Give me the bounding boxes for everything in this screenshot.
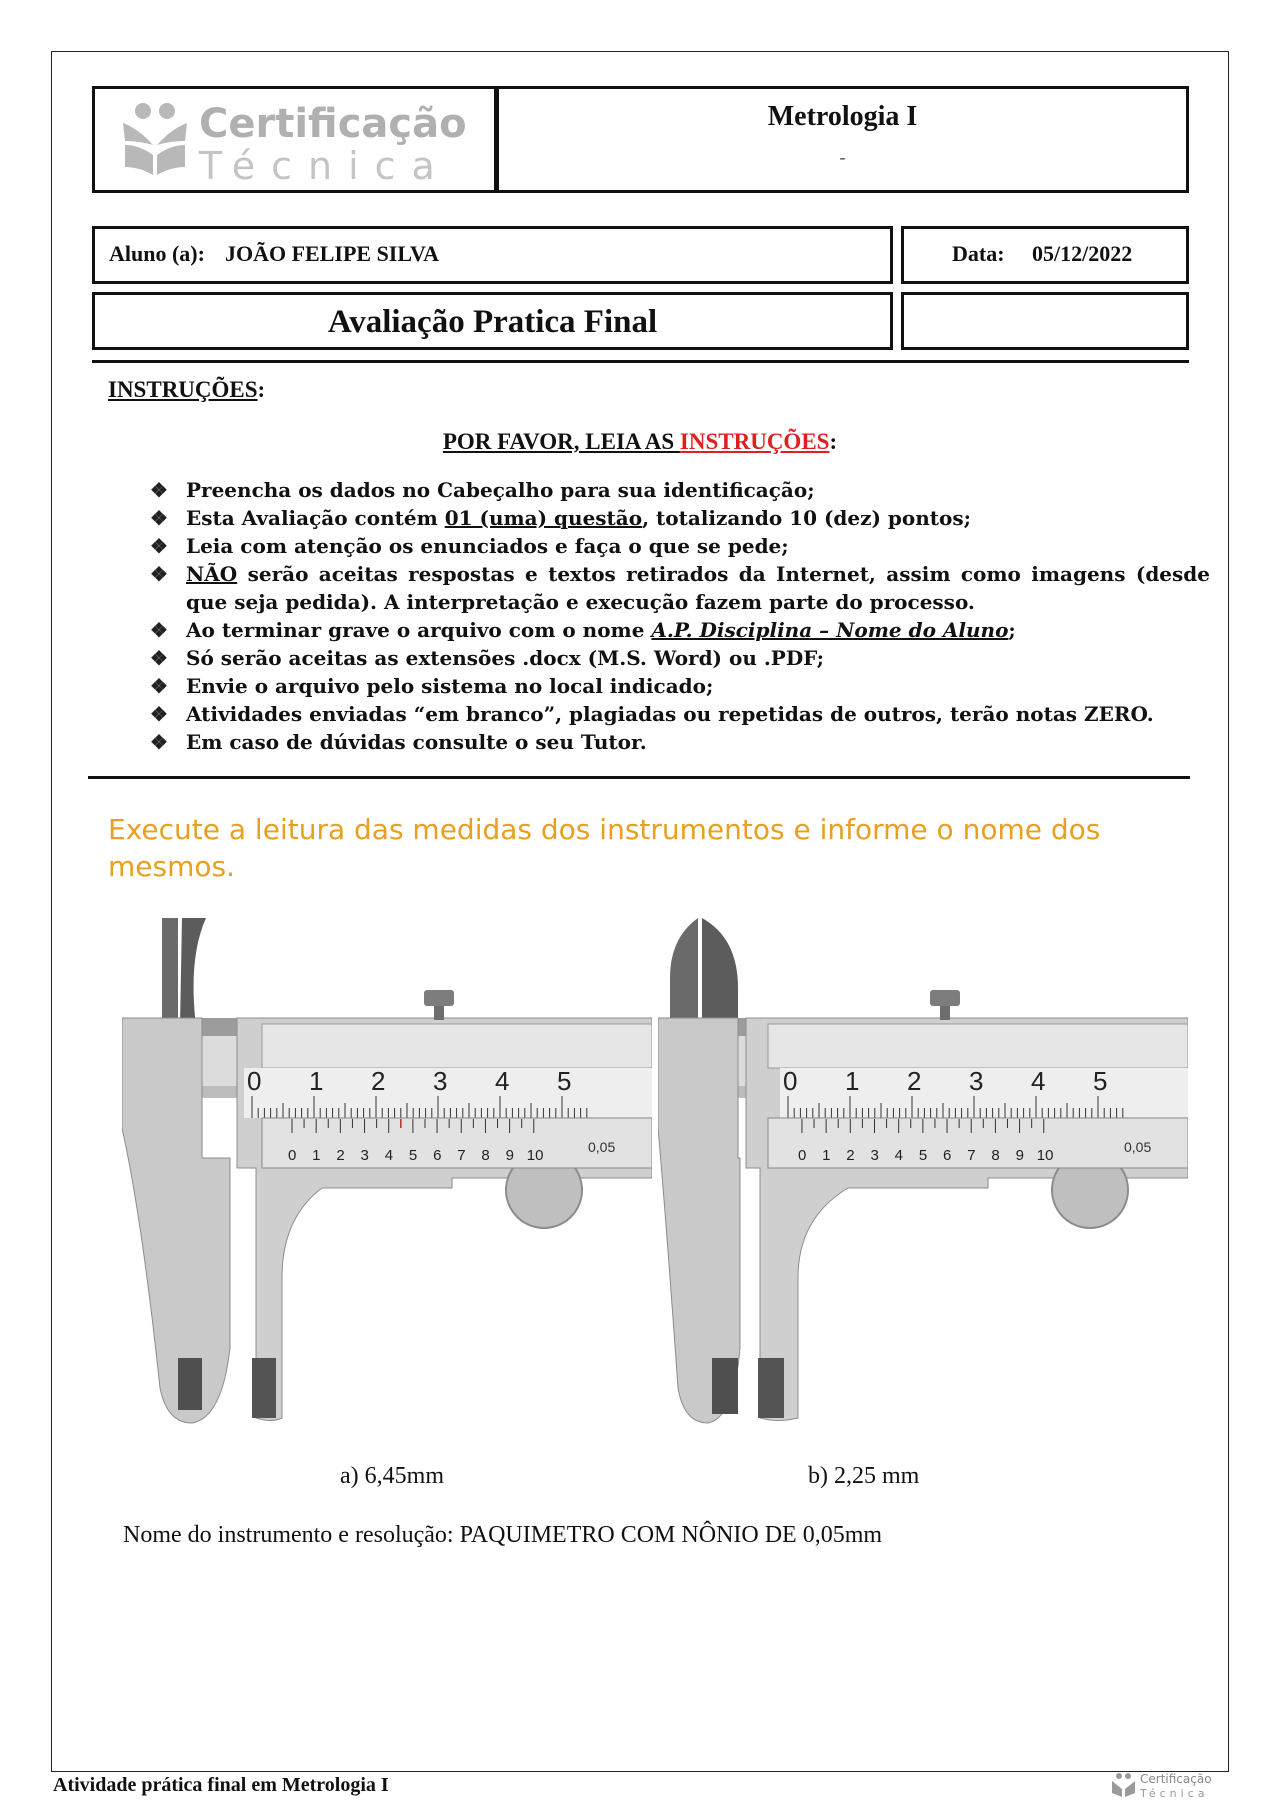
depth-bar-cover bbox=[768, 1024, 1188, 1068]
list-item bbox=[150, 644, 1210, 672]
sliding-jaw-tip bbox=[252, 1358, 276, 1418]
main-scale-label: 2 bbox=[371, 1066, 386, 1096]
vernier-scale-label: 5 bbox=[918, 1147, 928, 1164]
footer-logo bbox=[1110, 1767, 1230, 1801]
please-suffix: : bbox=[829, 429, 838, 454]
list-item bbox=[150, 728, 1210, 756]
instructions-heading bbox=[108, 377, 265, 403]
please-prefix: POR FAVOR, LEIA AS bbox=[442, 429, 680, 454]
list-item-emphasis: NÃO bbox=[186, 562, 238, 586]
fixed-jaw-tip bbox=[178, 1358, 202, 1410]
footer-text: Atividade prática final em Metrologia I bbox=[53, 1774, 389, 1796]
main-scale-face bbox=[244, 1068, 652, 1118]
list-item-text: serão aceitas respostas e textos retirados da Internet, assim como imagens (desde que seja pedida). A interpretação e execução fazem parte do processo. bbox=[186, 562, 1210, 614]
grade-box bbox=[901, 292, 1189, 350]
diamond-bullet-icon: ❖ bbox=[150, 478, 168, 502]
header-divider bbox=[92, 360, 1189, 363]
lock-screw-icon bbox=[930, 990, 960, 1006]
date-label: Data: bbox=[952, 241, 1005, 266]
course-subtitle: - bbox=[839, 147, 846, 167]
student-label: Aluno (a): bbox=[109, 241, 205, 266]
vernier-scale-label: 10 bbox=[526, 1147, 544, 1164]
main-scale-label: 4 bbox=[1031, 1066, 1046, 1096]
vernier-scale-label: 3 bbox=[870, 1147, 879, 1164]
fixed-jaw-tip bbox=[712, 1358, 738, 1414]
vernier-scale-label: 4 bbox=[894, 1147, 904, 1164]
answer-a: a) 6,45mm bbox=[340, 1463, 444, 1489]
diamond-bullet-icon: ❖ bbox=[150, 618, 168, 642]
list-item-text: Leia com atenção os enunciados e faça o que se pede; bbox=[186, 534, 789, 558]
instructions-list bbox=[150, 476, 1210, 756]
list-item-text: Envie o arquivo pelo sistema no local indicado; bbox=[186, 674, 714, 698]
lock-screw-icon bbox=[424, 990, 454, 1006]
diamond-bullet-icon: ❖ bbox=[150, 562, 168, 586]
lock-screw-stem bbox=[434, 1006, 444, 1020]
list-item-text: Ao terminar grave o arquivo com o nome bbox=[186, 618, 652, 642]
list-item-text: Em caso de dúvidas consulte o seu Tutor. bbox=[186, 730, 647, 754]
list-item bbox=[150, 616, 1210, 644]
date-value: 05/12/2022 bbox=[1032, 241, 1133, 266]
list-item-text: Atividades enviadas “em branco”, plagiadas ou repetidas de outros, terão notas ZERO. bbox=[186, 702, 1154, 726]
diamond-bullet-icon: ❖ bbox=[150, 674, 168, 698]
list-item-text: Preencha os dados no Cabeçalho para sua identificação; bbox=[186, 478, 815, 502]
main-scale-label: 1 bbox=[845, 1066, 860, 1096]
list-item bbox=[150, 672, 1210, 700]
resolution-label: 0,05 bbox=[1124, 1139, 1152, 1155]
vernier-scale-label: 7 bbox=[457, 1147, 466, 1164]
please-read-line bbox=[0, 429, 1280, 455]
date-field bbox=[901, 226, 1189, 284]
question-text: Execute a leitura das medidas dos instrumentos e informe o nome dos mesmos. bbox=[108, 813, 1101, 883]
vernier-scale-label: 4 bbox=[384, 1147, 394, 1164]
vernier-scale-label: 0 bbox=[287, 1147, 297, 1164]
vernier-scale-label: 1 bbox=[312, 1147, 321, 1164]
evaluation-title-box bbox=[92, 292, 893, 350]
lock-screw-stem bbox=[940, 1006, 950, 1020]
course-title: Metrologia I bbox=[767, 101, 918, 132]
vernier-scale-label: 3 bbox=[360, 1147, 369, 1164]
diamond-bullet-icon: ❖ bbox=[150, 646, 168, 670]
diamond-bullet-icon: ❖ bbox=[150, 702, 168, 726]
student-name: JOÃO FELIPE SILVA bbox=[225, 241, 439, 266]
vernier-scale-label: 10 bbox=[1036, 1147, 1054, 1164]
vernier-scale-label: 7 bbox=[967, 1147, 976, 1164]
logo-text-line2: Técnica bbox=[199, 144, 451, 188]
upper-jaw-fixed bbox=[670, 918, 698, 1022]
main-scale-label: 0 bbox=[783, 1066, 798, 1096]
logo-box bbox=[92, 86, 497, 193]
sliding-jaw-tip bbox=[758, 1358, 784, 1418]
list-item bbox=[150, 532, 1210, 560]
depth-bar-cover bbox=[262, 1024, 652, 1068]
caliper-a-illustration bbox=[122, 918, 652, 1433]
logo-text-line1: Certificação bbox=[199, 101, 467, 147]
list-item-emphasis: 01 (uma) questão bbox=[444, 506, 643, 530]
evaluation-title: Avaliação Pratica Final bbox=[327, 304, 658, 340]
footer-logo-line1: Certificação bbox=[1140, 1772, 1212, 1786]
diamond-bullet-icon: ❖ bbox=[150, 534, 168, 558]
main-scale-label: 1 bbox=[309, 1066, 324, 1096]
vernier-scale-label: 9 bbox=[505, 1147, 514, 1164]
main-scale-label: 2 bbox=[907, 1066, 922, 1096]
main-scale-label: 5 bbox=[557, 1066, 572, 1096]
vernier-scale-label: 9 bbox=[1015, 1147, 1024, 1164]
course-title-box bbox=[496, 86, 1189, 193]
student-field bbox=[92, 226, 893, 284]
upper-jaw-moving bbox=[180, 918, 206, 1026]
please-highlight: INSTRUÇÕES bbox=[679, 429, 830, 454]
list-item bbox=[150, 476, 1210, 504]
instructions-divider bbox=[88, 776, 1190, 779]
list-item-text: Esta Avaliação contém bbox=[186, 506, 445, 530]
vernier-scale-label: 6 bbox=[943, 1147, 952, 1164]
vernier-scale-label: 2 bbox=[336, 1147, 345, 1164]
vernier-scale-label: 8 bbox=[481, 1147, 490, 1164]
instrument-answer: Nome do instrumento e resolução: PAQUIMETRO COM NÔNIO DE 0,05mm bbox=[123, 1522, 883, 1548]
upper-jaw-fixed bbox=[162, 918, 178, 1022]
list-item-text: Só serão aceitas as extensões .docx (M.S. Word) ou .PDF; bbox=[186, 646, 825, 670]
list-item bbox=[150, 560, 1210, 616]
main-scale-label: 5 bbox=[1093, 1066, 1108, 1096]
resolution-label: 0,05 bbox=[588, 1139, 616, 1155]
main-scale-label: 3 bbox=[969, 1066, 984, 1096]
list-item-text: , totalizando 10 (dez) pontos; bbox=[642, 506, 971, 530]
diamond-bullet-icon: ❖ bbox=[150, 506, 168, 530]
vernier-scale-label: 2 bbox=[846, 1147, 855, 1164]
caliper-b-illustration bbox=[658, 918, 1188, 1433]
main-scale-label: 3 bbox=[433, 1066, 448, 1096]
vernier-scale-label: 0 bbox=[797, 1147, 807, 1164]
vernier-scale-label: 1 bbox=[822, 1147, 831, 1164]
main-scale-face bbox=[780, 1068, 1188, 1118]
list-item bbox=[150, 700, 1210, 728]
main-scale-label: 0 bbox=[247, 1066, 262, 1096]
main-scale-label: 4 bbox=[495, 1066, 510, 1096]
footer-logo-line2: Técnica bbox=[1140, 1787, 1209, 1800]
list-item-text: ; bbox=[1008, 618, 1016, 642]
vernier-scale-label: 6 bbox=[433, 1147, 442, 1164]
list-item bbox=[150, 504, 1210, 532]
instructions-heading-text: INSTRUÇÕES bbox=[108, 377, 258, 402]
vernier-scale-label: 5 bbox=[408, 1147, 418, 1164]
upper-jaw-moving bbox=[702, 918, 738, 1026]
list-item-emphasis: A.P. Disciplina – Nome do Aluno bbox=[651, 618, 1009, 642]
answer-b: b) 2,25 mm bbox=[808, 1463, 920, 1489]
diamond-bullet-icon: ❖ bbox=[150, 730, 168, 754]
instructions-heading-colon: : bbox=[257, 377, 266, 402]
certificacao-logo bbox=[95, 89, 494, 190]
vernier-scale-label: 8 bbox=[991, 1147, 1000, 1164]
